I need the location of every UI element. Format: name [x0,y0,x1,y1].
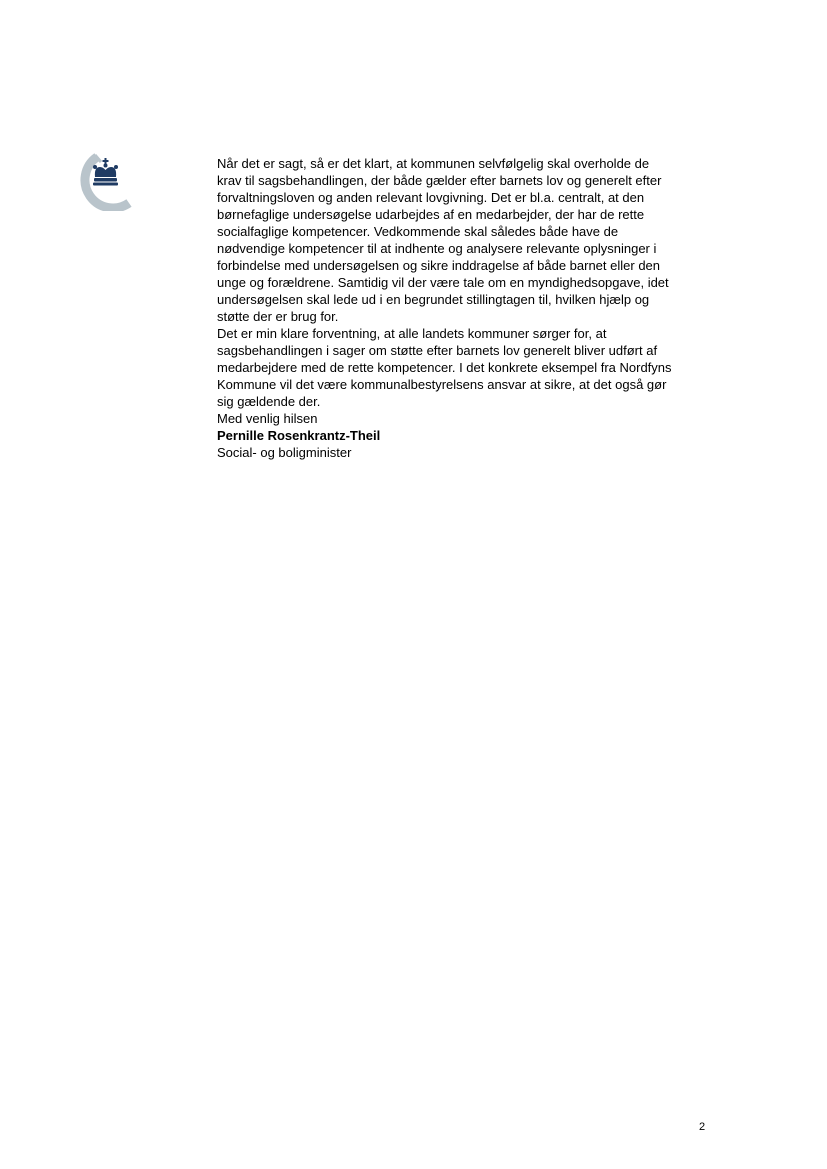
paragraph-1 [217,155,712,325]
crown-emblem-icon [76,153,132,211]
closing-text: Med venlig hilsen [217,411,318,426]
paragraph-2-line: Kommune vil det være kommunalbestyrelsens ansvar at sikre, at det også gør [217,377,667,392]
paragraph-1-line: nødvendige kompetencer til at indhente og analysere relevante oplysninger i [217,241,657,256]
paragraph-2-line: sig gældende der. [217,394,321,409]
paragraph-1-line: Når det er sagt, så er det klart, at kommunen selvfølgelig skal overholde de [217,156,650,171]
emblem-graphic [76,153,132,211]
signatory-title: Social- og boligminister [217,445,352,460]
page-number: 2 [699,1121,706,1133]
paragraph-1-line: socialfaglige kompetencer. Vedkommende skal således både have de [217,224,619,239]
paragraph-1-line: børnefaglige undersøgelse udarbejdes af en medarbejder, der har de rette [217,207,645,222]
paragraph-2-line: sagsbehandlingen i sager om støtte efter barnets lov generelt bliver udført af [217,343,658,358]
paragraph-1-line: forvaltningsloven og anden relevant lovgivning. Det er bl.a. centralt, at den [217,190,645,205]
paragraph-2-line: medarbejdere med de rette kompetencer. I det konkrete eksempel fra Nordfyns [217,360,672,375]
paragraph-2 [217,325,712,410]
paragraph-2-line: Det er min klare forventning, at alle landets kommuner sørger for, at [217,326,607,341]
paragraph-1-line: undersøgelsen skal lede ud i en begrundet stillingtagen til, hvilken hjælp og [217,292,650,307]
paragraph-1-line: forbindelse med undersøgelsen og sikre inddragelse af både barnet eller den [217,258,661,273]
letter-body [217,155,712,461]
signature-block [217,410,712,461]
paragraph-1-line: krav til sagsbehandlingen, der både gælder efter barnets lov og generelt efter [217,173,662,188]
signatory-name: Pernille Rosenkrantz-Theil [217,428,381,443]
paragraph-1-line: støtte der er brug for. [217,309,339,324]
paragraph-1-line: unge og forældrene. Samtidig vil der være tale om en myndighedsopgave, idet [217,275,669,290]
